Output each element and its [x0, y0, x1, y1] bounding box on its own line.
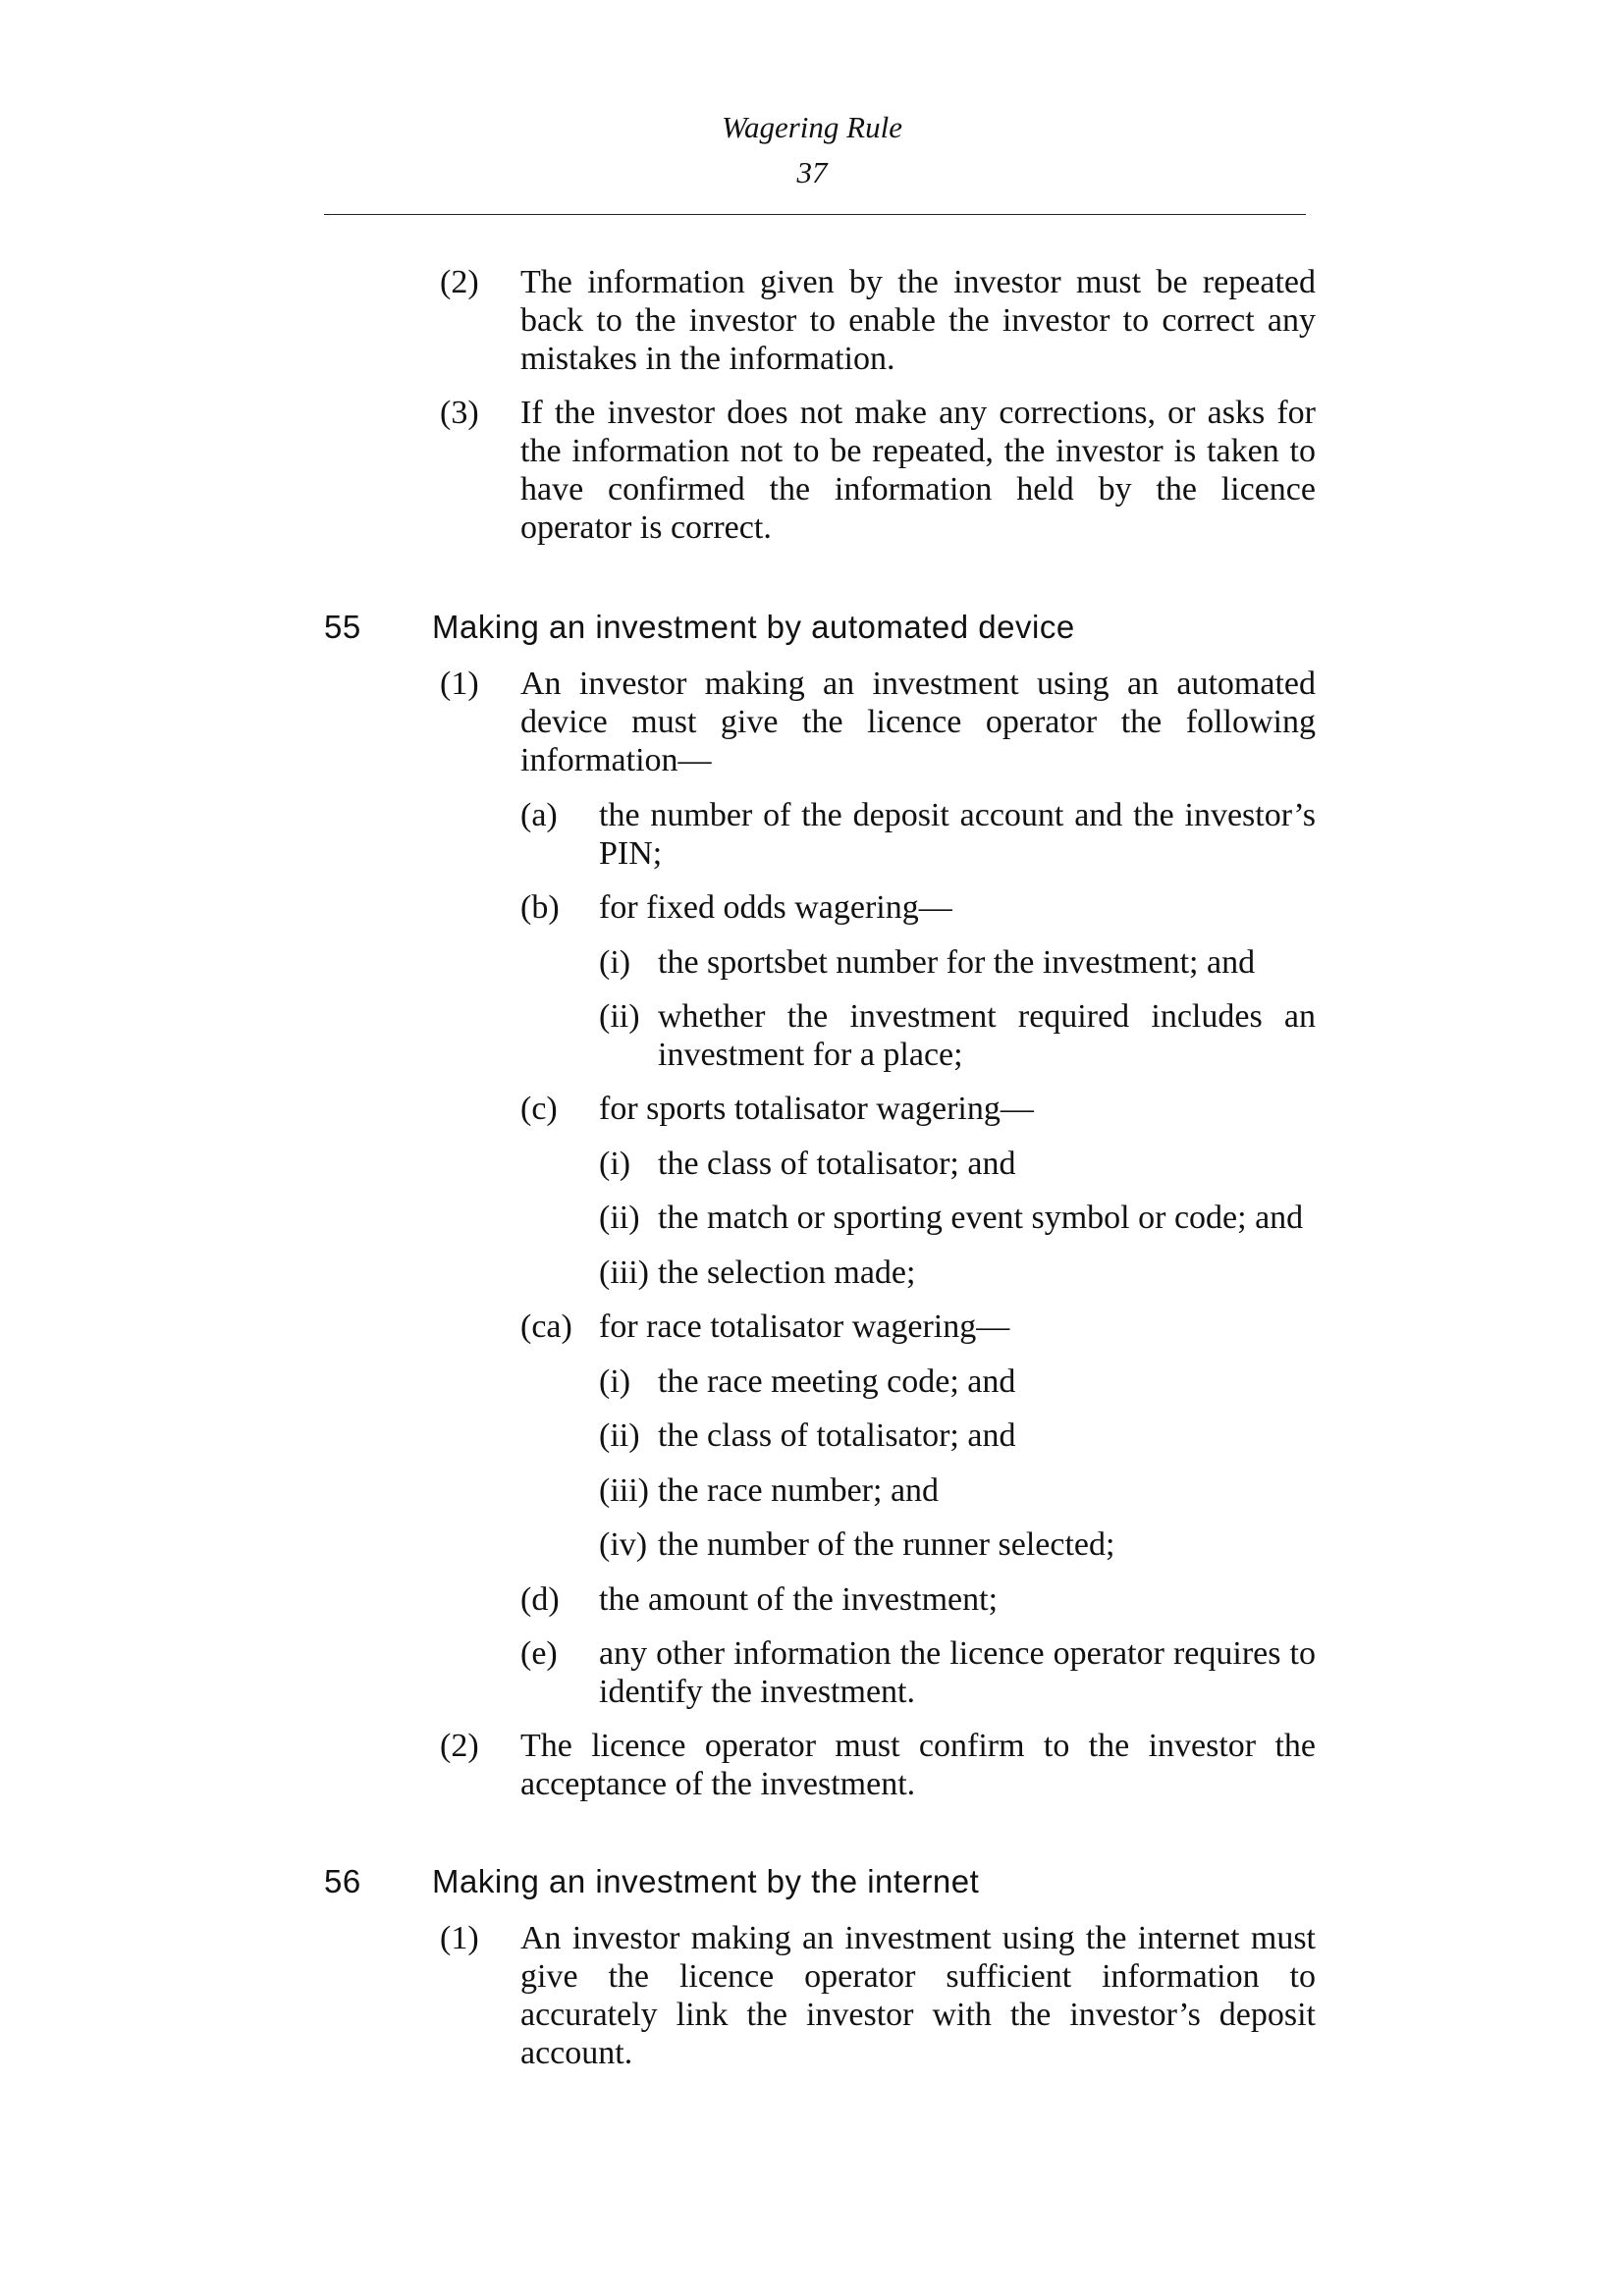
subsection-text: If the investor does not make any corrections, or asks for the information not to be repeated, the investor is taken to have confirmed the information held by the licence operator is correct. [520, 395, 1316, 546]
subsection-text: The licence operator must confirm to the investor the acceptance of the investment. [520, 1728, 1316, 1802]
subparagraph-text: the race number; and [658, 1472, 940, 1509]
section-title: Making an investment by automated device [432, 609, 1075, 645]
subparagraph-text: the sportsbet number for the investment; and [658, 944, 1256, 981]
subsection-number: (1) [440, 1920, 479, 1956]
subparagraph-text: the match or sporting event symbol or code; and [658, 1200, 1304, 1236]
paragraph-text: the number of the deposit account and the investor’s PIN; [599, 797, 1316, 872]
subparagraph-text: whether the investment required includes an investment for a place; [658, 998, 1316, 1073]
subparagraph-text: the race meeting code; and [658, 1363, 1016, 1400]
subparagraph-number: (ii) [599, 1417, 640, 1454]
subparagraph-number: (i) [599, 944, 631, 981]
paragraph-number: (b) [520, 889, 560, 926]
subsection-text: The information given by the investor must be repeated back to the investor to enable the investor to correct any mistakes in the information. [520, 264, 1316, 377]
subparagraph-number: (ii) [599, 998, 640, 1035]
subsection-text: An investor making an investment using the internet must give the licence operator sufficient information to accurately link the investor with the investor’s deposit account. [520, 1920, 1316, 2071]
paragraph-number: (ca) [520, 1308, 572, 1345]
paragraph-number: (c) [520, 1091, 558, 1127]
section-number: 55 [324, 609, 361, 645]
paragraph-number: (e) [520, 1635, 558, 1672]
subparagraph-number: (i) [599, 1146, 631, 1182]
subparagraph-number: (iv) [599, 1526, 648, 1563]
subparagraph-text: the number of the runner selected; [658, 1526, 1115, 1563]
subparagraph-text: the class of totalisator; and [658, 1146, 1016, 1182]
subparagraph-number: (ii) [599, 1200, 640, 1236]
paragraph-text: any other information the licence operator requires to identify the investment. [599, 1635, 1316, 1710]
section-title: Making an investment by the internet [432, 1863, 980, 1899]
paragraph-text: the amount of the investment; [599, 1581, 999, 1618]
paragraph-text: for race totalisator wagering— [599, 1308, 1010, 1345]
subparagraph-text: the class of totalisator; and [658, 1417, 1016, 1454]
subparagraph-number: (i) [599, 1363, 631, 1400]
subparagraph-number: (iii) [599, 1255, 649, 1291]
page-number: 37 [796, 155, 828, 189]
paragraph-number: (a) [520, 797, 558, 833]
subsection-text: An investor making an investment using an automated device must give the licence operator the following information— [520, 666, 1316, 778]
paragraph-text: for fixed odds wagering— [599, 889, 952, 926]
subsection-number: (3) [440, 395, 479, 431]
subsection-number: (1) [440, 666, 479, 702]
subparagraph-number: (iii) [599, 1472, 649, 1509]
subsection-number: (2) [440, 1728, 479, 1764]
header-rule [324, 214, 1306, 215]
section-number: 56 [324, 1863, 361, 1899]
paragraph-text: for sports totalisator wagering— [599, 1091, 1034, 1127]
running-head-title: Wagering Rule [722, 110, 902, 144]
paragraph-number: (d) [520, 1581, 560, 1618]
subparagraph-text: the selection made; [658, 1255, 916, 1291]
subsection-number: (2) [440, 264, 479, 300]
